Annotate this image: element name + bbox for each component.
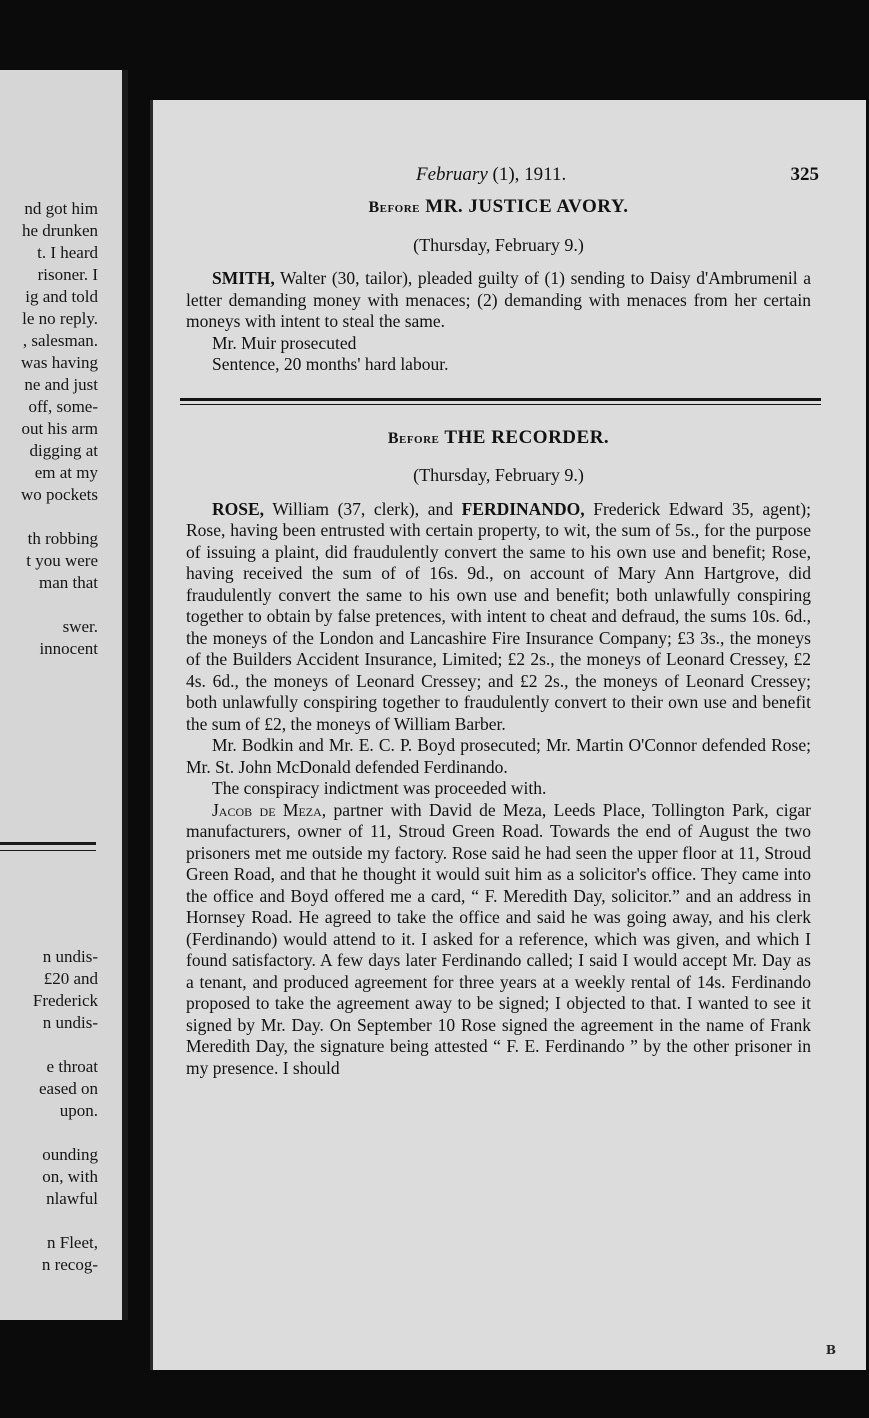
previous-page-line [21,858,98,880]
sentence-line: Sentence, 20 months' hard labour. [212,354,449,374]
section-divider [180,398,821,405]
sitting-date-2: (Thursday, February 9.) [413,465,584,485]
previous-page-line: ne and just [24,375,98,394]
page-header [186,160,819,190]
previous-page-line: eased on [38,1079,98,1098]
previous-page-line: risoner. I [37,265,98,284]
court-heading-1 [186,196,811,219]
previous-page-line [21,704,98,726]
case-charge-text: Frederick Edward 35, agent); Rose, having been entrusted with certain property, to wit, the sum of 5s., for the purpose of issuing a plaint, did fraudulently convert the same to his own use and benefit; Rose, having received the sum of of 16s. 9d., on account of Mary Ann Hartgrove, did fraudulently convert the same to his own use and benefit; both unlawfully conspiring together to obtain by false pretences, with intent to cheat and defraud, the sums 10s. 6d., the moneys of the London and Lancashire Fire Insurance Company; £3 3s., the moneys of the Builders Accident Insurance, Limited; £2 2s., the moneys of Leonard Cressey, £2 4s. 6d., the moneys of Leonard Cressey; and £2 2s., the moneys of Leonard Cressey; both unlawfully conspiring together to fraudulently convert to their own use and benefit the sum of £2, the moneys of William Barber. [186,498,811,734]
defendant-name: SMITH, [212,268,275,288]
running-title-year: (1), 1911. [487,164,567,185]
previous-page-line: ounding [42,1145,98,1164]
previous-page-line: wo pockets [21,485,98,504]
book-page [150,100,866,1370]
previous-page-line: em at my [34,463,98,482]
defendant-name-ferdinando: FERDINANDO, [461,498,585,519]
previous-page-line: t you were [26,551,98,570]
case-charge-text: Walter (30, tailor), pleaded guilty of (1) sending to Daisy d'Ambrumenil a letter demanding money with menaces; (2) demanding with menaces from her certain moneys with intent to steal the same. [186,268,811,331]
case-text: William (37, clerk), and [264,498,462,519]
previous-page-line: Frederick [32,991,98,1010]
previous-page-line: n Fleet, [47,1233,98,1252]
previous-page-line: was having [21,353,98,372]
defendant-name-rose: ROSE, [212,498,265,519]
prosecution-line: Mr. Muir prosecuted [212,332,357,353]
previous-page-edge [0,70,128,1320]
previous-page-line: n undis- [42,1013,98,1032]
previous-page-line [21,682,98,704]
previous-page-line [21,770,98,792]
running-title-month: February [416,164,488,185]
previous-page-line: on, with [42,1167,98,1186]
previous-page-line: t. I heard [37,243,98,262]
testimony-paragraph [186,800,811,1080]
previous-page-line [21,924,98,946]
previous-page-line [21,836,98,858]
witness-name: Jacob de Meza, [212,799,327,820]
previous-page-line [21,748,98,770]
sitting-date-1: (Thursday, February 9.) [413,234,584,255]
proceeding-line: The conspiracy indictment was proceeded with. [212,778,547,798]
previous-page-line [21,814,98,836]
previous-page-line [21,1210,98,1232]
previous-page-line [21,660,98,682]
previous-page-line [21,726,98,748]
previous-page-line [21,792,98,814]
previous-page-line: le no reply. [22,309,98,328]
section-rule [0,842,96,845]
testimony-text: partner with David de Meza, Leeds Place, Tollington Park, cigar manufacturers, owner of 11, Stroud Green Road. Towards the end of August the two prisoners met me outside my factory. Rose said he had seen the upper floor at 11, Stroud Green Road, and that he thought it would suit him as a solicitor's office. They came into the office and Boyd offered me a card, “ F. Meredith Day, solicitor.” and an address in Hornsey Road. He agreed to take the office and said he was going away, and his clerk (Ferdinando) would attend to it. I asked for a reference, which was given, and which I found satisfactory. A few days later Ferdinando called; I said I would accept Mr. Day as a tenant, and produced agreement for three years at a weekly rental of 14s. Ferdinando proposed to take the agreement away to be signed; I objected to that. I wanted to see it signed by Mr. Day. On September 10 Rose signed the agreement in the name of Frank Meredith Day, the signature being attested “ F. E. Ferdinando ” by the other prisoner in my presence. I should [186,799,811,1078]
page-number: 325 [790,164,819,185]
previous-page-text [21,198,98,1276]
section-rule-thin [0,850,96,851]
previous-page-line: man that [38,573,98,592]
case-paragraph-rose [186,499,811,736]
previous-page-line: n recog- [41,1255,98,1274]
previous-page-line: off, some- [28,397,98,416]
previous-page-line: swer. [62,617,98,636]
court-heading-judge: THE RECORDER. [439,426,610,448]
previous-page-line: nlawful [46,1189,98,1208]
running-title [416,164,566,186]
case-paragraph-smith [186,268,811,333]
court-heading-before: Before [387,429,440,447]
court-heading-2 [186,427,811,450]
previous-page-line: n undis- [42,947,98,966]
previous-page-line [21,594,98,616]
previous-page-line: th robbing [27,529,98,548]
previous-page-line [21,1034,98,1056]
previous-page-line: ig and told [25,287,98,306]
previous-page-line [21,902,98,924]
previous-page-line: £20 and [43,969,98,988]
previous-page-line: , salesman. [22,331,98,350]
previous-page-line: nd got him [24,199,98,218]
previous-page-line [21,1122,98,1144]
counsel-line: Mr. Bodkin and Mr. E. C. P. Boyd prosecuted; Mr. Martin O'Connor defended Rose; Mr. St. John McDonald defended Ferdinando. [186,735,811,777]
signature-mark: B [825,1343,836,1357]
previous-page-line [21,880,98,902]
previous-page-line: he drunken [21,221,98,240]
previous-page-line: out his arm [21,419,98,438]
previous-page-line: innocent [39,639,98,658]
previous-page-line: upon. [59,1101,98,1120]
page-content [186,160,819,1079]
previous-page-line: e throat [46,1057,98,1076]
previous-page-line [21,506,98,528]
court-heading-before: Before [368,199,421,216]
court-heading-judge: MR. JUSTICE AVORY. [420,196,629,217]
previous-page-line: digging at [29,441,98,460]
